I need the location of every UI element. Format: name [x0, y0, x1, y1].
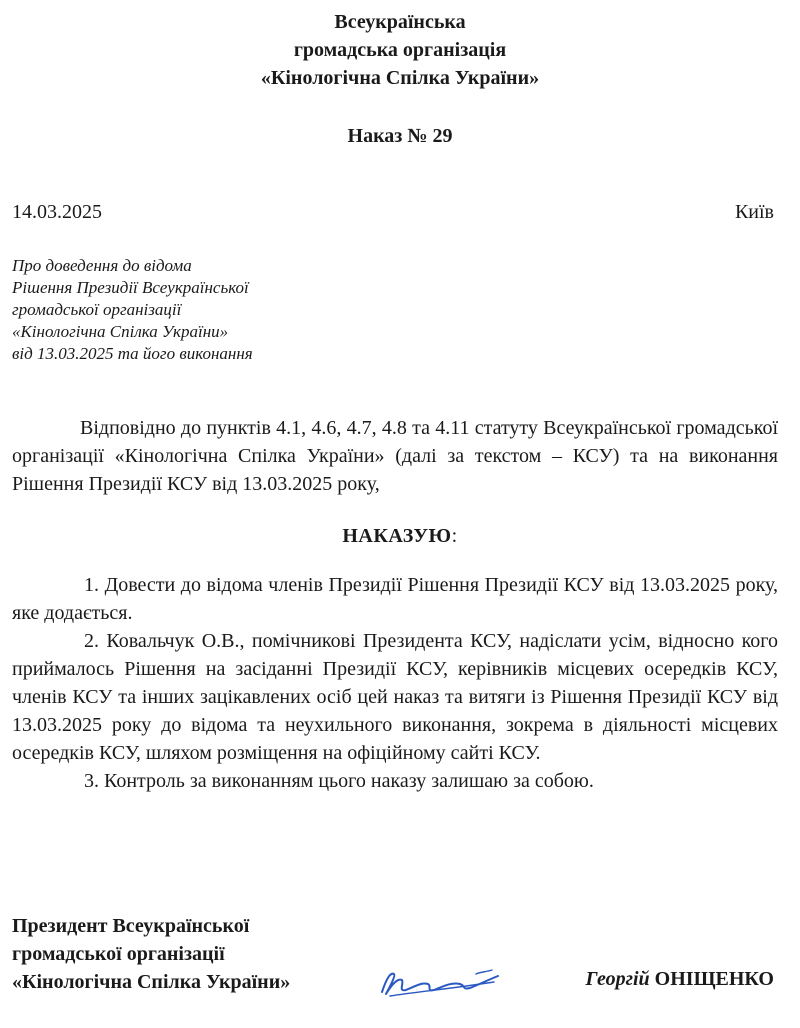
- order-item-2: 2. Ковальчук О.В., помічникові Президента КСУ, надіслати усім, відносно кого приймалось Рішення на засіданні Президії КСУ, керівників місцевих осередків КСУ, членів КСУ та інших зацікавлених осіб цей наказ та витяги із Рішення Президії КСУ від 13.03.2025 року до відома та неухильного виконання, зокрема в діяльності місцевих осередків КСУ, шляхом розміщення на офіційному сайті КСУ.: [12, 630, 778, 764]
- subject-line-2: Рішення Президії Всеукраїнської: [12, 278, 249, 297]
- order-items: [12, 571, 778, 795]
- signer-given-name: Георгій: [585, 968, 650, 990]
- preamble-paragraph: Відповідно до пунктів 4.1, 4.6, 4.7, 4.8 та 4.11 статуту Всеукраїнської громадської організації «Кінологічна Спілка України» (далі за текстом – КСУ) та на виконання Рішення Президії КСУ від 13.03.2025 року,: [12, 417, 778, 495]
- order-title: Наказ № 29: [347, 125, 453, 147]
- order-date: 14.03.2025: [12, 201, 102, 223]
- organization-header: [0, 8, 800, 92]
- signature-title-line-2: громадської організації: [12, 943, 225, 965]
- command-colon: :: [451, 525, 458, 547]
- order-city: Київ: [734, 201, 774, 223]
- signature-title-line-1: Президент Всеукраїнської: [12, 915, 250, 937]
- subject-line-4: «Кінологічна Спілка України»: [12, 322, 229, 341]
- command-word: НАКАЗУЮ: [342, 525, 452, 547]
- signature-title-line-3: «Кінологічна Спілка України»: [12, 971, 291, 993]
- signer-name: [586, 965, 775, 993]
- order-item-3: 3. Контроль за виконанням цього наказу залишаю за собою.: [84, 770, 594, 792]
- subject-line-1: Про доведення до відома: [12, 256, 192, 275]
- signer-surname: ОНІЩЕНКО: [654, 968, 774, 990]
- header-line-2: громадська організація: [293, 39, 507, 61]
- handwritten-signature: [376, 962, 506, 1002]
- subject-line-5: від 13.03.2025 та його виконання: [12, 344, 253, 363]
- command-heading: [0, 522, 800, 550]
- subject-line-3: громадської організації: [12, 300, 182, 319]
- order-item-1: 1. Довести до відома членів Президії Рішення Президії КСУ від 13.03.2025 року, яке додається.: [12, 574, 778, 624]
- signature-title-block: [12, 912, 290, 996]
- header-line-1: Всеукраїнська: [334, 11, 466, 33]
- header-line-3: «Кінологічна Спілка України»: [260, 67, 540, 89]
- order-subject: [12, 255, 253, 365]
